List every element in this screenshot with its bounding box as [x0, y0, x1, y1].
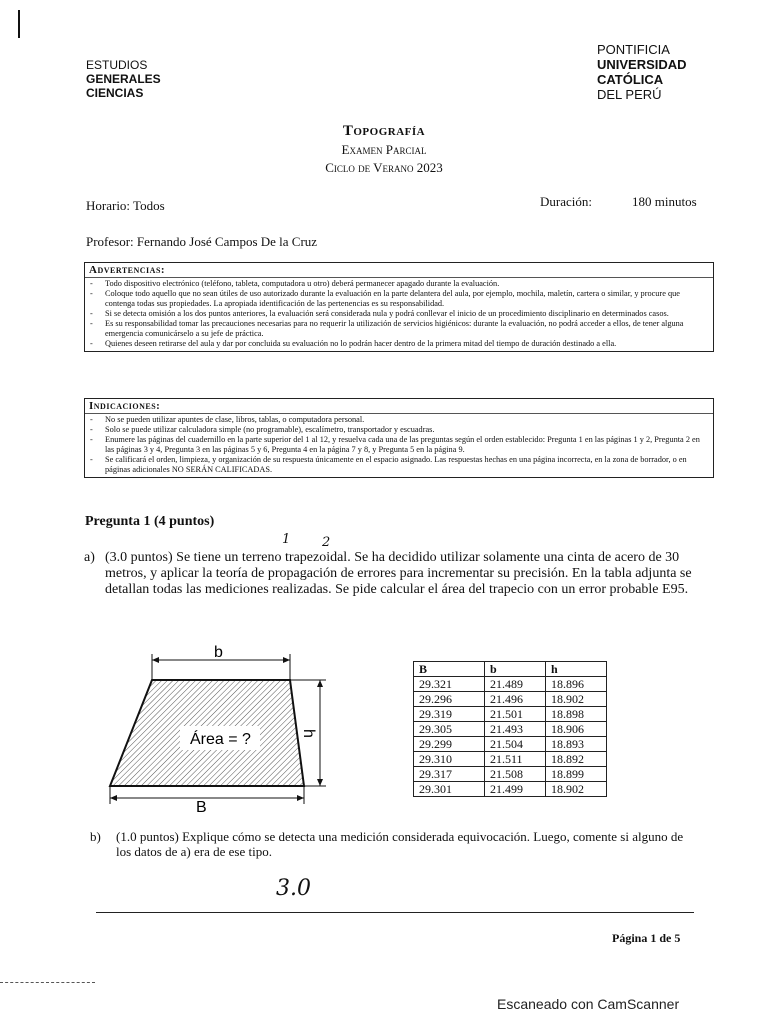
warning-item: - Quienes deseen retirarse del aula y dar por concluida su evaluación no lo podrán hacer dentro de la primera mitad del tiempo de duración destinado a ella. — [89, 339, 709, 349]
table-row — [414, 782, 607, 797]
table-cell: 21.508 — [485, 767, 546, 782]
header-line: CATÓLICA — [597, 72, 664, 87]
table-cell: 18.906 — [546, 722, 607, 737]
footer-rule — [96, 912, 694, 913]
table-cell: 18.896 — [546, 677, 607, 692]
table-cell: 18.893 — [546, 737, 607, 752]
arrow-head — [110, 795, 117, 801]
table-cell: 29.301 — [414, 782, 485, 797]
header-line: GENERALES — [86, 72, 161, 86]
header-line: PONTIFICIA — [597, 42, 670, 57]
measurements-table — [413, 661, 607, 797]
department-header — [86, 58, 161, 100]
professor: Profesor: Fernando José Campos De la Cruz — [86, 234, 318, 249]
warnings-box — [84, 262, 714, 352]
table-row — [414, 677, 607, 692]
part-label: b) — [90, 829, 101, 844]
exam-title — [0, 123, 768, 176]
arrow-head — [283, 657, 290, 663]
table-cell: 18.899 — [546, 767, 607, 782]
table-cell: 29.299 — [414, 737, 485, 752]
handwritten-mark: 2 — [322, 535, 331, 550]
duration-label: Duración: — [540, 194, 592, 209]
part-a-text: (3.0 puntos) Se tiene un terreno trapezoidal. Se ha decidido utilizar solamente una cinta de acero de 30 metros, y aplicar la teoría de propagación de errores para incrementar su precisión. En la tabla adjunta se detallan todas las mediciones realizadas. Se pide calcular el área del trapecio con un error probable E95. — [105, 550, 692, 597]
trapezoid-figure — [98, 642, 336, 814]
course-name: Topografía — [342, 123, 426, 139]
top-label: b — [214, 644, 223, 661]
height-label: h — [300, 729, 317, 738]
indication-item: - Enumere las páginas del cuadernillo en la parte superior del 1 al 12, y resuelva cada una de las preguntas según el orden establecido: Pregunta 1 en las páginas 1 y 2, Pregunta 2 en las páginas 3 y 4, Pregunta 3 en las páginas 5 y 6, Pregunta 4 en la página 7 y 8, y Pregunta 5 en la página 9. — [89, 435, 709, 455]
table-cell: 21.493 — [485, 722, 546, 737]
header-line: DEL PERÚ — [597, 87, 662, 102]
table-cell: 21.496 — [485, 692, 546, 707]
column-header: B — [414, 662, 485, 677]
part-b-text: (1.0 puntos) Explique cómo se detecta una medición considerada equivocación. Luego, comente si alguno de los datos de a) era de ese tipo. — [116, 829, 684, 859]
warning-item: - Si se detecta omisión a los dos puntos anteriores, la evaluación será considerada nula y podrá conllevar el inicio de un procedimiento disciplinario en determinados casos. — [89, 309, 709, 319]
arrow-head — [317, 680, 323, 687]
university-header — [597, 42, 687, 102]
table-cell: 21.511 — [485, 752, 546, 767]
scan-edge-mark — [18, 10, 20, 38]
page-number: Página 1 de 5 — [612, 931, 681, 945]
indication-item: - Se calificará el orden, limpieza, y organización de su respuesta únicamente en el espacio asignado. Las respuestas hechas en una página incorrecta, en la zona de borrador, o en páginas adicionales NO SERÁN CALIFICADAS. — [89, 455, 709, 475]
table-row — [414, 692, 607, 707]
duration-value: 180 minutos — [632, 194, 697, 209]
scanner-watermark: Escaneado con CamScanner — [497, 996, 680, 1012]
table-row — [414, 752, 607, 767]
table-row — [414, 767, 607, 782]
warning-item: - Coloque todo aquello que no sean útiles de uso autorizado durante la evaluación en la parte delantera del aula, por ejemplo, mochila, maletín, cartera o similar, y procure que contenga todas sus propiedades. La apropiada identificación de las pertenencias es su responsabilidad. — [89, 289, 709, 309]
header-line: UNIVERSIDAD — [597, 57, 687, 72]
table-cell: 29.321 — [414, 677, 485, 692]
question-part-b — [90, 829, 696, 859]
warning-item: - Todo dispositivo electrónico (teléfono, tableta, computadora u otro) deberá permanecer apagado durante la evaluación. — [89, 279, 709, 289]
table-header-row — [414, 662, 607, 677]
warnings-title: Advertencias: — [85, 263, 713, 278]
indication-item: - Solo se puede utilizar calculadora simple (no programable), escalímetro, transportador y escuadras. — [89, 425, 709, 435]
table-cell: 21.499 — [485, 782, 546, 797]
column-header: h — [546, 662, 607, 677]
column-header: b — [485, 662, 546, 677]
table-cell: 18.902 — [546, 782, 607, 797]
exam-cycle: Ciclo de Verano 2023 — [325, 160, 443, 175]
table-row — [414, 707, 607, 722]
indication-item: - No se pueden utilizar apuntes de clase, libros, tablas, o computadora personal. — [89, 415, 709, 425]
table-cell: 18.902 — [546, 692, 607, 707]
indications-box — [84, 398, 714, 478]
header-line: ESTUDIOS — [86, 58, 148, 72]
table-cell: 18.898 — [546, 707, 607, 722]
table-cell: 29.310 — [414, 752, 485, 767]
area-label: Área = ? — [190, 731, 251, 748]
scan-bottom-line — [0, 982, 95, 984]
table-cell: 29.317 — [414, 767, 485, 782]
header-line: CIENCIAS — [86, 86, 144, 100]
exam-type: Examen Parcial — [341, 142, 427, 157]
table-cell: 21.489 — [485, 677, 546, 692]
part-label: a) — [84, 550, 95, 565]
question-part-a — [84, 550, 709, 598]
bottom-label: B — [196, 799, 207, 814]
table-cell: 18.892 — [546, 752, 607, 767]
table-cell: 29.319 — [414, 707, 485, 722]
table-cell: 29.296 — [414, 692, 485, 707]
arrow-head — [297, 795, 304, 801]
table-cell: 29.305 — [414, 722, 485, 737]
warning-item: - Es su responsabilidad tomar las precauciones necesarias para no requerir la utilización de servicios higiénicos: durante la evaluación, no podrá acceder a ellos, de tener alguna emergencia comunicárselo a su jefe de práctica. — [89, 319, 709, 339]
schedule: Horario: Todos — [86, 198, 165, 213]
arrow-head — [317, 779, 323, 786]
indications-title: Indicaciones: — [85, 399, 713, 414]
table-row — [414, 737, 607, 752]
handwritten-note: 3.0 — [276, 876, 311, 901]
table-cell: 21.501 — [485, 707, 546, 722]
table-cell: 21.504 — [485, 737, 546, 752]
handwritten-mark: 1 — [282, 532, 291, 547]
arrow-head — [152, 657, 159, 663]
table-row — [414, 722, 607, 737]
question-title: Pregunta 1 (4 puntos) — [85, 514, 215, 529]
